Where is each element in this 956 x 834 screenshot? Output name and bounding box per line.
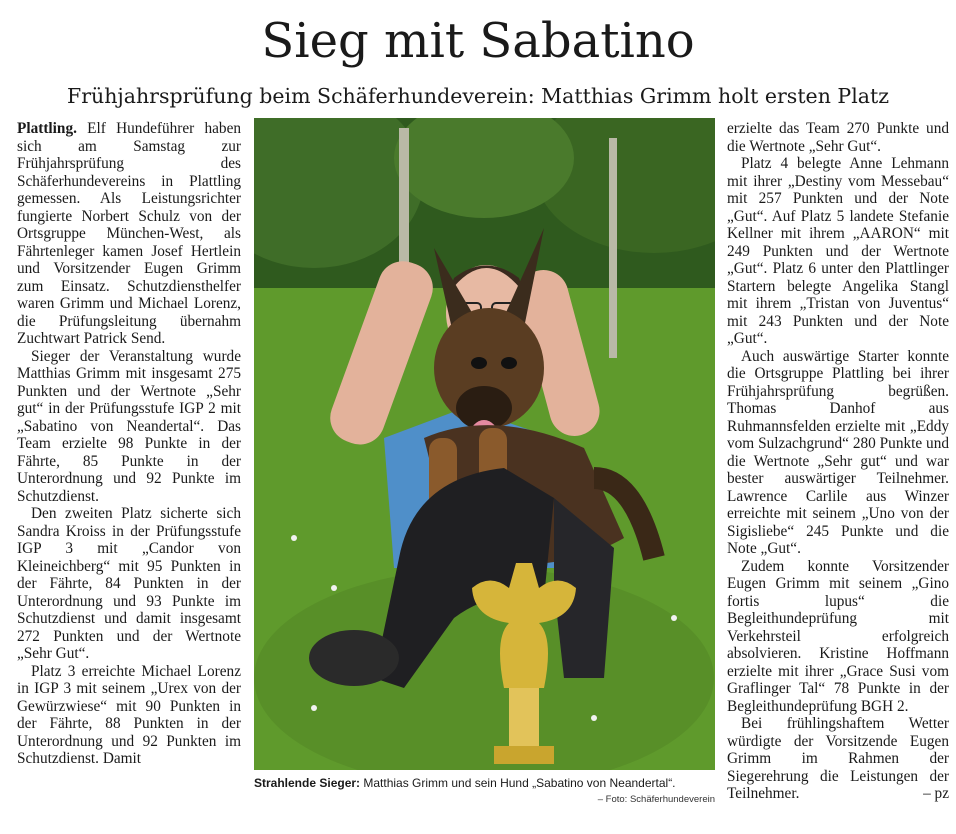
paragraph: Platz 3 erreichte Michael Lorenz in IGP 3 mit seinem „Urex von der Gewürzwiese“ mit 90 Punkten in der Fährte, 88 Punkten in der Unterordnung und 92 Punkten im Schutzdienst. Damit xyxy=(17,662,241,767)
paragraph: erzielte das Team 270 Punkte und die Wertnote „Sehr Gut“. xyxy=(727,120,949,155)
photo-caption xyxy=(254,776,715,805)
article-column-left xyxy=(17,120,241,812)
dateline: Plattling. xyxy=(17,120,77,137)
caption-text: Matthias Grimm und sein Hund „Sabatino von Neandertal“. xyxy=(360,776,676,790)
caption-lead: Strahlende Sieger: xyxy=(254,776,361,790)
paragraph xyxy=(727,715,949,803)
paragraph: Platz 4 belegte Anne Lehmann mit ihrer „Destiny vom Messebau“ mit 257 Punkten und der Note „Gut“. Auf Platz 5 landete Stefanie Kellner mit ihrem „AARON“ mit 249 Punkten und der Wertnote „Gut“. Platz 6 unter den Plattlinger Startern belegte Angelika Stangl mit ihrem „Tristan von Juventus“ mit 243 Punkten und der Note „Gut“. xyxy=(727,155,949,347)
paragraph: Auch auswärtige Starter konnte die Ortsgruppe Plattling bei ihrer Frühjahrsprüfung begrüßen. Thomas Danhof aus Ruhmannsfelden erzielte mit „Eddy vom Sulzachgrund“ 280 Punkte und die Wertnote „Sehr gut“ und war bester auswärtiger Teilnehmer. Lawrence Carlile aus Winzer erreichte mit seinem „Uno von der Sigisliebe“ 245 Punkte und die Note „Gut“. xyxy=(727,347,949,557)
author-signoff: – pz xyxy=(923,785,949,802)
photo-winner-with-dog xyxy=(254,118,715,770)
headline: Sieg mit Sabatino xyxy=(261,13,695,69)
paragraph xyxy=(17,120,241,348)
paragraph: Sieger der Veranstaltung wurde Matthias Grimm mit insgesamt 275 Punkten und der Wertnote „Sehr gut“ in der Prüfungsstufe IGP 2 mit „Sabatino von Neandertal“. Das Team erzielte 98 Punkte in der Fährte, 85 Punkte in der Unterordnung und 92 Punkte im Schutzdienst. xyxy=(17,347,241,505)
subheadline: Frühjahrsprüfung beim Schäferhundeverein: Matthias Grimm holt ersten Platz xyxy=(66,84,890,108)
paragraph-text: Elf Hundeführer haben sich am Samstag zur Frühjahrsprüfung des Schäferhundevereins in Plattling gemessen. Als Leistungsrichter fungierte Norbert Schulz von der Ortsgruppe München-West, als Fährtenleger kamen Josef Hertlein und Vorsitzender Eugen Grimm zum Einsatz. Schutzdiensthelfer waren Grimm und Michael Lorenz, die Prüfungsleitung übernahm Zuchtwart Patrick Send. xyxy=(17,120,241,347)
paragraph: Zudem konnte Vorsitzender Eugen Grimm mit seinem „Gino fortis lupus“ die Begleithundeprüfung mit Verkehrsteil erfolgreich absolvieren. Kristine Hoffmann erzielte mit ihrer „Grace Susi vom Graflinger Tal“ 78 Punkte in der Begleithundeprüfung BGH 2. xyxy=(727,557,949,715)
photo-credit: – Foto: Schäferhundeverein xyxy=(597,793,715,805)
article-column-right xyxy=(727,120,949,812)
paragraph-text: Bei frühlingshaftem Wetter würdigte der Vorsitzende Eugen Grimm im Rahmen der Siegerehrung die Leistungen der Teilnehmer. xyxy=(727,715,949,802)
article-photo xyxy=(254,118,715,770)
paragraph: Den zweiten Platz sicherte sich Sandra Kroiss in der Prüfungsstufe IGP 3 mit „Candor von Kleineichberg“ mit 95 Punkten in der Fährte, 84 Punkten in der Unterordnung und 93 Punkte im Schutzdienst und damit insgesamt 272 Punkten und der Wertnote „Sehr Gut“. xyxy=(17,505,241,662)
